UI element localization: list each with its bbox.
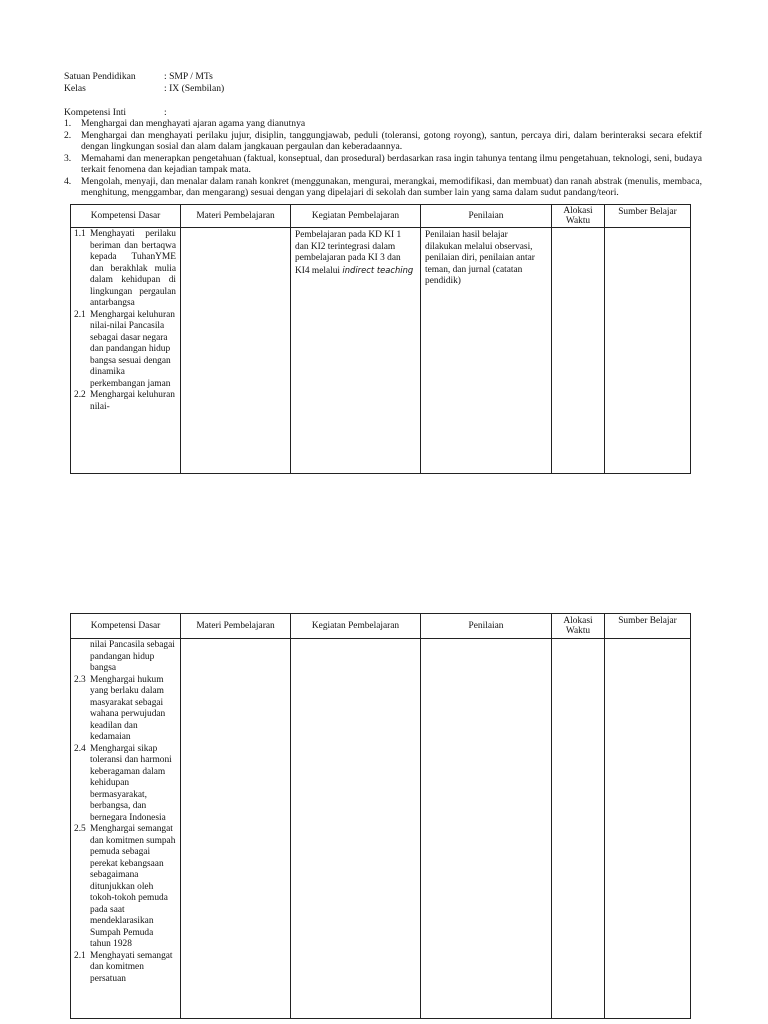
kd-item: [74, 951, 177, 986]
kd-continuation: [74, 640, 177, 675]
ki-item-text: Menghargai dan menghayati ajaran agama yang dianutnya: [81, 118, 306, 129]
kompetensi-inti-heading: [64, 107, 167, 119]
kd-number: 2.1: [74, 950, 86, 961]
header-materi-pembelajaran: Materi Pembelajaran: [181, 614, 291, 639]
kd-text: Menghargai keluhuran nilai-: [90, 390, 175, 412]
penilaian-cell: [421, 639, 552, 1019]
header-sumber-belajar: Sumber Belajar: [605, 614, 691, 639]
kd-number: 1.1: [74, 229, 86, 239]
header-alokasi-waktu: Alokasi Waktu: [552, 205, 605, 228]
header-sumber-belajar: Sumber Belajar: [605, 205, 691, 228]
kompetensi-inti-label: Kompetensi Inti: [64, 107, 127, 118]
kd-text: Menghayati perilaku beriman dan bertaqwa kepada TuhanYME dan berakhlak mulia dalam kehidupan di lingkungan pergaulan antarbangsa: [90, 229, 176, 308]
header-kegiatan-pembelajaran: Kegiatan Pembelajaran: [291, 205, 421, 228]
satuan-pendidikan-value: : SMP / MTs: [164, 71, 213, 82]
kd-list: [71, 639, 180, 985]
ki-item: [64, 176, 702, 199]
kegiatan-italic-text: indirect teaching: [342, 264, 414, 275]
table-row: [71, 228, 691, 474]
ki-item: [64, 118, 702, 130]
header-penilaian: Penilaian: [421, 614, 552, 639]
header-penilaian: Penilaian: [421, 205, 552, 228]
kd-number: 2.2: [74, 390, 86, 400]
header-alokasi-waktu: Alokasi Waktu: [552, 614, 605, 639]
kelas-row: [64, 83, 224, 95]
kd-item: [74, 229, 177, 310]
materi-cell: [181, 228, 291, 474]
syllabus-table-1: [70, 204, 691, 474]
kd-text: Menghargai hukum yang berlaku dalam masyarakat sebagai wahana perwujudan keadilan dan kedamaian: [90, 674, 166, 742]
kd-text: Menghargai semangat dan komitmen sumpah pemuda sebagai perekat kebangsaan sebagaimana ditunjukkan oleh tokoh-tokoh pemuda pada saat mendeklarasikan Sumpah Pemuda tahun 1928: [90, 824, 176, 949]
table-header-row: [71, 205, 691, 228]
table-row: [71, 639, 691, 1019]
syllabus-table-2: [70, 613, 691, 1019]
ki-item-number: 3.: [64, 152, 72, 164]
ki-item-text: Memahami dan menerapkan pengetahuan (faktual, konseptual, dan prosedural) berdasarkan rasa ingin tahunya tentang ilmu pengetahuan, teknologi, seni, budaya terkait fenomena dan kejadian tampak mata.: [81, 152, 702, 175]
kompetensi-inti-list: [64, 118, 702, 199]
kegiatan-content: [291, 228, 420, 279]
kd-text: Menghargai keluhuran nilai-nilai Pancasila sebagai dasar negara dan pandangan hidup bangsa sesuai dengan dinamika perkembangan jaman: [90, 309, 175, 389]
alokasi-cell: [552, 228, 605, 474]
kd-number: 2.5: [74, 824, 86, 834]
sumber-cell: [605, 228, 691, 474]
satuan-pendidikan-label: Satuan Pendidikan: [64, 71, 136, 82]
kd-item: [74, 675, 177, 744]
kd-cell: [71, 639, 181, 1019]
kd-number: 2.1: [74, 309, 86, 320]
kegiatan-cell: [291, 228, 421, 474]
penilaian-cell: [421, 228, 552, 474]
header-kompetensi-dasar: Kompetensi Dasar: [71, 614, 181, 639]
alokasi-cell: [552, 639, 605, 1019]
penilaian-text: Penilaian hasil belajar dilakukan melalui observasi, penilaian diri, penilaian antar teman, dan jurnal (catatan pendidik): [425, 230, 535, 286]
ki-item-number: 4.: [64, 175, 72, 187]
kd-cell: [71, 228, 181, 474]
satuan-pendidikan-row: [64, 71, 224, 83]
kelas-value: : IX (Sembilan): [164, 83, 225, 94]
ki-item-number: 1.: [64, 118, 72, 129]
kd-list: [71, 228, 180, 413]
sumber-cell: [605, 639, 691, 1019]
header-materi-pembelajaran: Materi Pembelajaran: [181, 205, 291, 228]
ki-item-text: Menghargai dan menghayati perilaku jujur, disiplin, tanggungjawab, peduli (toleransi, gotong royong), santun, percaya diri, dalam berinteraksi secara efektif dengan lingkungan sosial dan alam dalam jangkauan pergaulan dan keberadaannya.: [81, 129, 702, 152]
kompetensi-inti-colon: :: [164, 107, 167, 118]
materi-cell: [181, 639, 291, 1019]
table-header-row: [71, 614, 691, 639]
kd-item: [74, 744, 177, 825]
ki-item: [64, 153, 702, 176]
header-kompetensi-dasar: Kompetensi Dasar: [71, 205, 181, 228]
document-identity: [64, 71, 224, 95]
kegiatan-cell: [291, 639, 421, 1019]
kd-number: 2.4: [74, 743, 86, 754]
kd-text: Menghayati semangat dan komitmen persatuan: [90, 950, 173, 984]
kd-text: nilai Pancasila sebagai pandangan hidup bangsa: [90, 640, 175, 673]
ki-item: [64, 130, 702, 153]
kd-item: [74, 390, 177, 413]
header-kegiatan-pembelajaran: Kegiatan Pembelajaran: [291, 614, 421, 639]
kd-number: 2.3: [74, 674, 86, 685]
kd-text: Menghargai sikap toleransi dan harmoni keberagaman dalam kehidupan bermasyarakat, berbangsa, dan bernegara Indonesia: [90, 743, 172, 823]
kelas-label: Kelas: [64, 83, 86, 94]
ki-item-text: Mengolah, menyaji, dan menalar dalam ranah konkret (menggunakan, mengurai, merangkai, memodifikasi, dan membuat) dan ranah abstrak (menulis, membaca, menghitung, menggambar, dan mengarang) sesuai dengan yang dipelajari di sekolah dan sumber lain yang sama dalam sudut pandang/teori.: [81, 175, 702, 198]
ki-item-number: 2.: [64, 129, 72, 141]
kd-item: [74, 824, 177, 951]
kd-item: [74, 310, 177, 391]
kegiatan-text: Pembelajaran pada KD KI 1 dan KI2 terintegrasi dalam pembelajaran pada KI 3 dan KI4 melalui: [295, 230, 402, 276]
